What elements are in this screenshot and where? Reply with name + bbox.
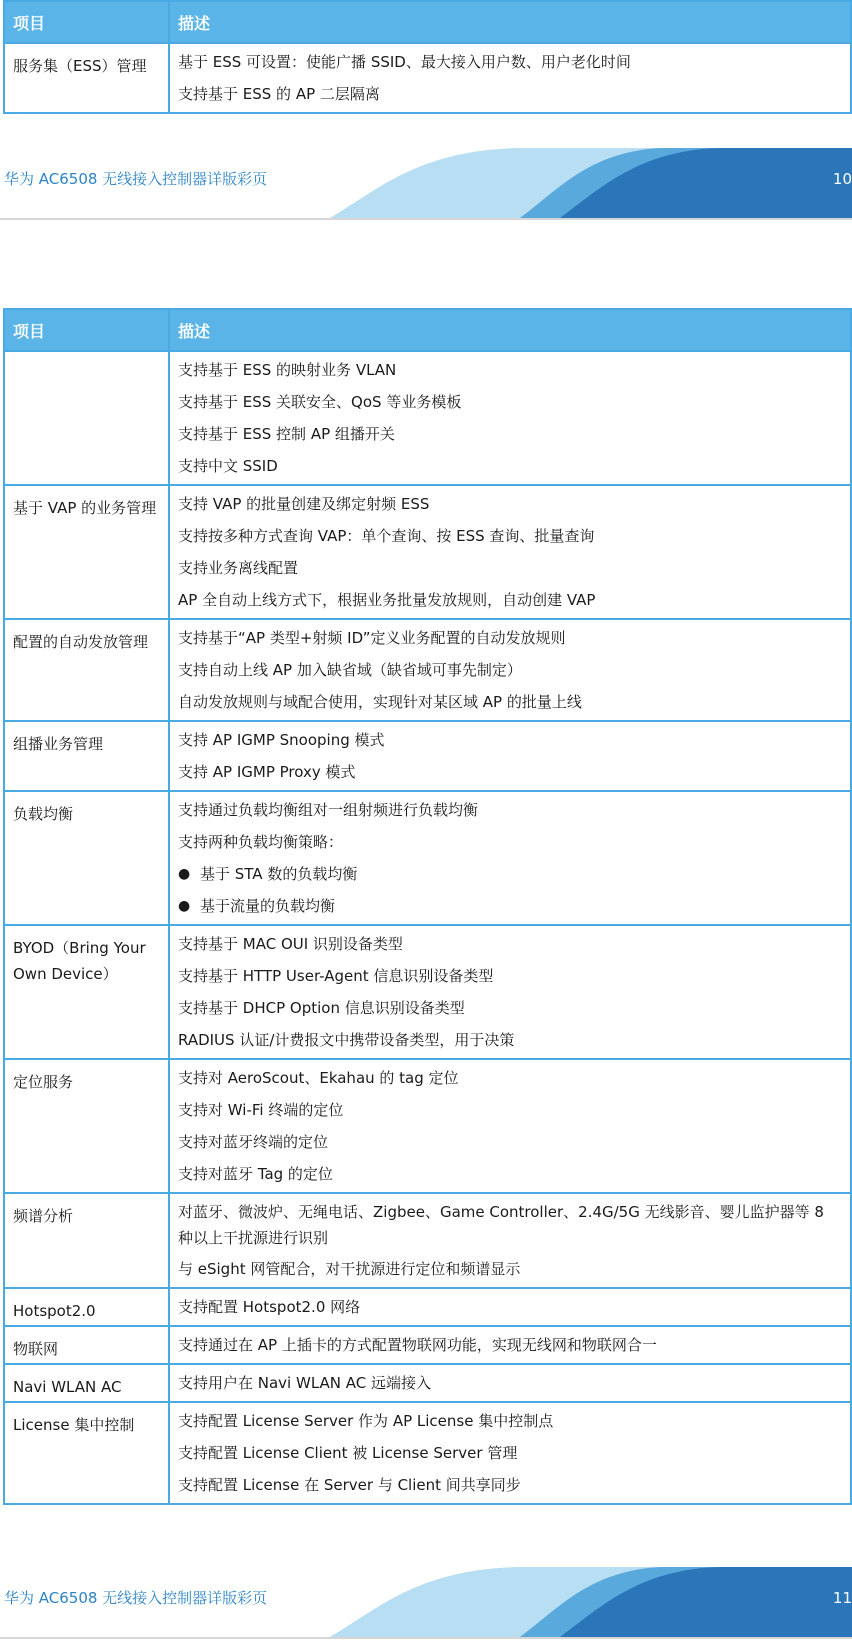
description-line: 支持按多种方式查询 VAP：单个查询、按 ESS 查询、批量查询 <box>178 527 595 545</box>
description-line: 支持基于 ESS 控制 AP 组播开关 <box>178 425 395 443</box>
spec-table-page-10 <box>3 0 852 114</box>
header-item: 项目 <box>4 309 169 351</box>
description-line: 支持配置 License Client 被 License Server 管理 <box>178 1444 518 1462</box>
description-line: 基于 STA 数的负载均衡 <box>200 865 358 883</box>
description-line: 支持两种负载均衡策略： <box>178 833 344 851</box>
description-line: 支持基于“AP 类型+射频 ID”定义业务配置的自动发放规则 <box>178 629 566 647</box>
page-footer-10 <box>0 148 852 220</box>
table-row <box>4 485 851 619</box>
table-row <box>4 1326 851 1364</box>
description-cell <box>169 351 851 485</box>
header-description: 描述 <box>169 1 851 43</box>
description-line: 支持中文 SSID <box>178 457 278 475</box>
item-cell: Navi WLAN AC <box>4 1364 169 1402</box>
item-cell: 频谱分析 <box>4 1193 169 1288</box>
table-row <box>4 1364 851 1402</box>
description-cell <box>169 43 851 113</box>
table-row <box>4 925 851 1059</box>
description-line: 支持业务离线配置 <box>178 559 299 577</box>
bullet-icon: ● <box>178 898 191 914</box>
description-cell <box>169 1402 851 1504</box>
description-line: 与 eSight 网管配合，对干扰源进行定位和频谱显示 <box>178 1260 521 1278</box>
description-line: 支持配置 License 在 Server 与 Client 间共享同步 <box>178 1476 521 1494</box>
item-cell: 配置的自动发放管理 <box>4 619 169 721</box>
bullet-item <box>178 858 842 890</box>
description-line: 自动发放规则与域配合使用，实现针对某区域 AP 的批量上线 <box>178 693 582 711</box>
description-line: 支持 VAP 的批量创建及绑定射频 ESS <box>178 495 430 513</box>
description-line: 基于 ESS 可设置：使能广播 SSID、最大接入用户数、用户老化时间 <box>178 53 631 71</box>
item-cell <box>4 351 169 485</box>
description-line: 支持基于 HTTP User-Agent 信息识别设备类型 <box>178 967 494 985</box>
item-cell: 定位服务 <box>4 1059 169 1193</box>
page-number: 11 <box>832 1589 852 1607</box>
page-footer-11 <box>0 1567 852 1639</box>
item-cell: 组播业务管理 <box>4 721 169 791</box>
table-row <box>4 43 851 113</box>
description-line: 支持 AP IGMP Proxy 模式 <box>178 763 356 781</box>
footer-title: 华为 AC6508 无线接入控制器详版彩页 <box>4 170 268 188</box>
page-number: 10 <box>832 170 852 188</box>
table-header-row <box>4 1 851 43</box>
table-row <box>4 791 851 925</box>
description-line: RADIUS 认证/计费报文中携带设备类型，用于决策 <box>178 1031 515 1049</box>
item-cell: 物联网 <box>4 1326 169 1364</box>
description-line: 支持 AP IGMP Snooping 模式 <box>178 731 385 749</box>
description-cell <box>169 485 851 619</box>
description-line: 支持用户在 Navi WLAN AC 远端接入 <box>178 1374 432 1392</box>
description-cell <box>169 925 851 1059</box>
table-row <box>4 1059 851 1193</box>
description-line: 支持对 Wi-Fi 终端的定位 <box>178 1101 344 1119</box>
item-cell: 基于 VAP 的业务管理 <box>4 485 169 619</box>
table-row <box>4 1288 851 1326</box>
description-line: 对蓝牙、微波炉、无绳电话、Zigbee、Game Controller、2.4G/5G 无线影音、婴儿监护器等 8 种以上干扰源进行识别 <box>178 1203 824 1247</box>
bullet-icon: ● <box>178 866 191 882</box>
description-line: 支持通过负载均衡组对一组射频进行负载均衡 <box>178 801 479 819</box>
description-cell <box>169 1288 851 1326</box>
description-line: 支持基于 ESS 的映射业务 VLAN <box>178 361 397 379</box>
description-line: 基于流量的负载均衡 <box>200 897 336 915</box>
table-row <box>4 351 851 485</box>
bullet-item <box>178 890 842 922</box>
description-cell <box>169 791 851 925</box>
spec-table-page-11 <box>3 308 852 1505</box>
item-cell: Hotspot2.0 <box>4 1288 169 1326</box>
table-row <box>4 1193 851 1288</box>
description-line: 支持基于 DHCP Option 信息识别设备类型 <box>178 999 465 1017</box>
description-cell <box>169 619 851 721</box>
table-row <box>4 1402 851 1504</box>
table-header-row <box>4 309 851 351</box>
header-description: 描述 <box>169 309 851 351</box>
description-line: 支持基于 MAC OUI 识别设备类型 <box>178 935 403 953</box>
header-item: 项目 <box>4 1 169 43</box>
description-line: 支持通过在 AP 上插卡的方式配置物联网功能，实现无线网和物联网合一 <box>178 1336 657 1354</box>
description-line: 支持对 AeroScout、Ekahau 的 tag 定位 <box>178 1069 459 1087</box>
table-row <box>4 721 851 791</box>
description-cell <box>169 1364 851 1402</box>
description-line: AP 全自动上线方式下，根据业务批量发放规则，自动创建 VAP <box>178 591 596 609</box>
description-line: 支持对蓝牙 Tag 的定位 <box>178 1165 333 1183</box>
table-row <box>4 619 851 721</box>
description-line: 支持配置 License Server 作为 AP License 集中控制点 <box>178 1412 554 1430</box>
description-cell <box>169 721 851 791</box>
description-line: 支持基于 ESS 的 AP 二层隔离 <box>178 85 380 103</box>
footer-title: 华为 AC6508 无线接入控制器详版彩页 <box>4 1589 268 1607</box>
description-line: 支持基于 ESS 关联安全、QoS 等业务模板 <box>178 393 462 411</box>
description-cell <box>169 1059 851 1193</box>
item-cell: License 集中控制 <box>4 1402 169 1504</box>
description-line: 支持对蓝牙终端的定位 <box>178 1133 329 1151</box>
item-cell: 服务集（ESS）管理 <box>4 43 169 113</box>
description-line: 支持自动上线 AP 加入缺省域（缺省域可事先制定） <box>178 661 522 679</box>
item-cell: 负载均衡 <box>4 791 169 925</box>
item-cell: BYOD（Bring Your Own Device） <box>4 925 169 1059</box>
description-cell <box>169 1193 851 1288</box>
description-line: 支持配置 Hotspot2.0 网络 <box>178 1298 361 1316</box>
description-cell <box>169 1326 851 1364</box>
